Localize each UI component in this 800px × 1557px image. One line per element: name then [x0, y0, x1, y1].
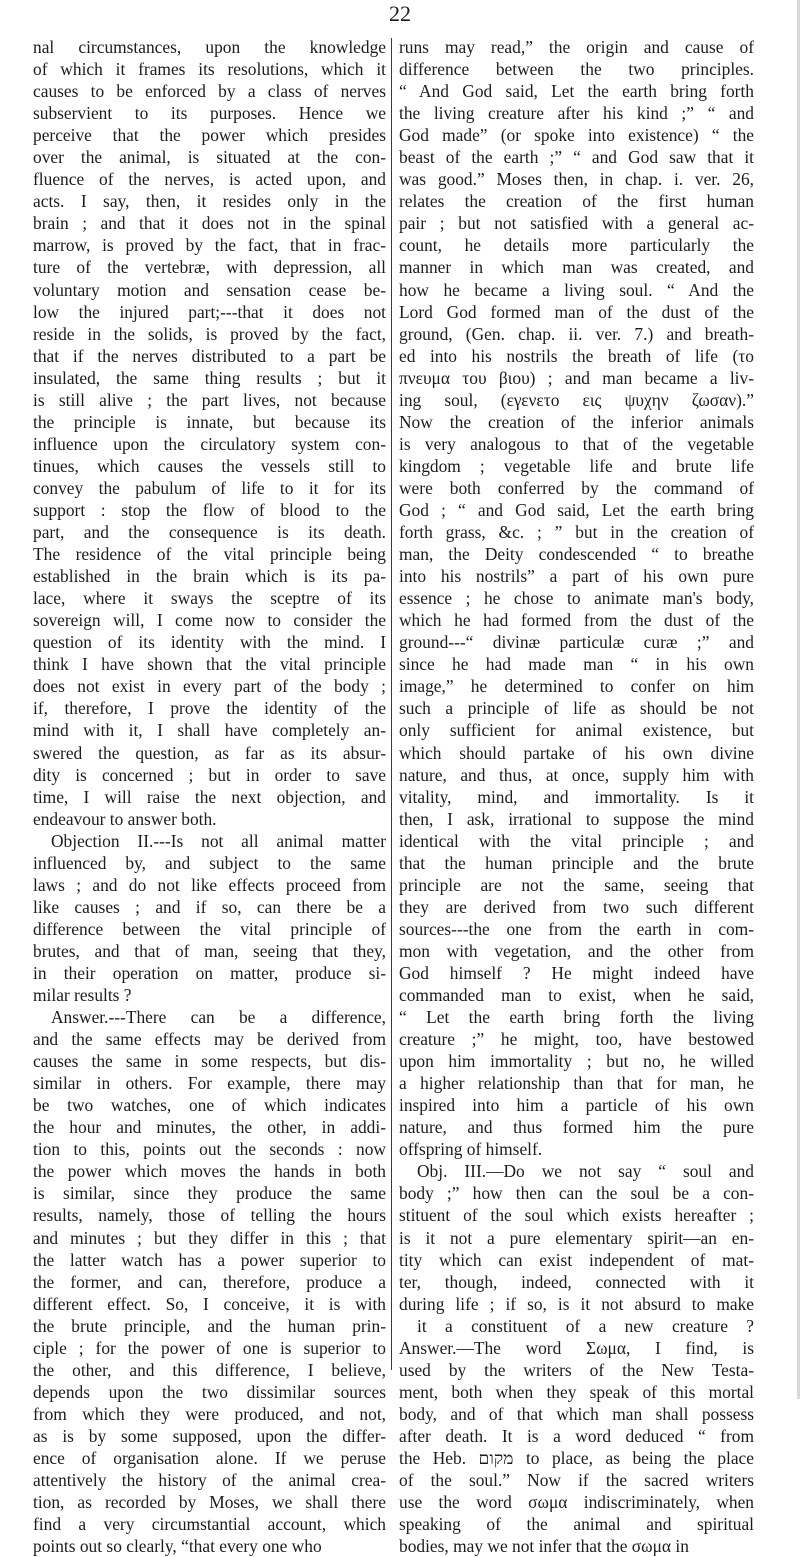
text-line: man, the Deity condescended “ to breathe: [399, 544, 754, 565]
text-line: vitality, mind, and immortality. Is it: [399, 786, 754, 807]
text-line: stituent of the soul which exists hereafter ;: [399, 1205, 754, 1226]
text-line: that if the nerves distributed to a part be: [33, 345, 386, 366]
text-line: inspired into him a particle of his own: [399, 1095, 754, 1116]
text-line: sources---the one from the earth in com-: [399, 918, 754, 939]
text-line: “ Let the earth bring forth the living: [399, 1007, 754, 1028]
text-line: the Heb. מקום to place, as being the place: [399, 1448, 754, 1468]
text-line: such a principle of life as should be not: [399, 698, 754, 719]
text-line: ture of the vertebræ, with depression, all: [33, 257, 386, 278]
text-line: dity is concerned ; but in order to save: [33, 764, 386, 785]
text-line: time, I will raise the next objection, and: [33, 786, 386, 807]
text-line: and minutes ; but they differ in this ; that: [33, 1227, 386, 1248]
text-line: body ;” how then can the soul be a con-: [399, 1183, 754, 1204]
text-line: Answer.---There can be a difference,: [51, 1007, 386, 1028]
text-line: commanded man to exist, when he said,: [399, 985, 754, 1006]
text-line: is still alive ; the part lives, not because: [33, 389, 386, 410]
text-line: if, therefore, I prove the identity of the: [33, 698, 386, 719]
text-line: Lord God formed man of the dust of the: [399, 301, 754, 322]
text-line: insulated, the same thing results ; but it: [33, 367, 386, 388]
text-line: pair ; but not satisfied with a general ac-: [399, 213, 754, 234]
text-line: then, I ask, irrational to suppose the mind: [399, 808, 754, 829]
text-line: question of its identity with the mind. I: [33, 632, 386, 653]
text-line: used by the writers of the New Testa-: [399, 1359, 754, 1380]
text-line: speaking of the animal and spiritual: [399, 1514, 754, 1535]
left-column: [33, 36, 386, 1557]
text-line: Obj. III.—Do we not say “ soul and: [417, 1161, 754, 1182]
text-line: God himself ? He might indeed have: [399, 962, 754, 983]
text-line: the other, and this difference, I believe,: [33, 1359, 386, 1380]
right-column: [399, 36, 754, 1557]
page-number: 22: [389, 1, 411, 26]
text-line: ciple ; for the power of one is superior to: [33, 1337, 386, 1358]
text-line: marrow, is proved by the fact, that in frac-: [33, 235, 386, 256]
text-line: principle are not the same, seeing that: [399, 874, 754, 895]
text-line: a higher relationship than that for man, he: [399, 1073, 754, 1094]
text-line: offspring of himself.: [399, 1139, 543, 1160]
text-line: subservient to its purposes. Hence we: [33, 103, 386, 124]
text-line: milar results ?: [33, 985, 132, 1006]
text-line: body, and of that which man shall possess: [399, 1403, 754, 1424]
text-line: they are derived from two such different: [399, 896, 754, 917]
text-line: is very analogous to that of the vegetable: [399, 433, 754, 454]
text-line: only sufficient for animal existence, but: [399, 720, 754, 741]
text-line: how he became a living soul. “ And the: [399, 279, 754, 300]
text-line: endeavour to answer both.: [33, 808, 217, 829]
text-line: bodies, may we not infer that the σωμα in: [399, 1536, 689, 1557]
text-line: during life ; if so, is it not absurd to make: [399, 1293, 754, 1314]
text-line: tion, as recorded by Moses, we shall there: [33, 1492, 386, 1513]
text-line: lace, where it sways the sceptre of its: [33, 588, 386, 609]
text-line: find a very circumstantial account, which: [33, 1514, 386, 1535]
text-line: in their operation on matter, produce si-: [33, 962, 386, 983]
text-line: count, he details more particularly the: [399, 235, 754, 256]
text-line: πνευμα του βιου) ; and man became a liv-: [399, 367, 754, 388]
text-line: voluntary motion and sensation cease be-: [33, 279, 386, 300]
text-line: difference between the vital principle of: [33, 918, 386, 939]
text-line: God made” (or spoke into existence) “ the: [399, 125, 754, 146]
text-line: kingdom ; vegetable life and brute life: [399, 455, 754, 476]
text-line: and the same effects may be derived from: [33, 1029, 386, 1050]
text-line: be two watches, one of which indicates: [33, 1095, 386, 1116]
text-line: fluence of the nerves, is acted upon, and: [33, 169, 386, 190]
text-line: runs may read,” the origin and cause of: [399, 37, 754, 57]
text-line: is it not a pure elementary spirit—an en-: [399, 1227, 754, 1248]
text-line: the living creature after his kind ;” “ and: [399, 103, 754, 124]
text-line: The residence of the vital principle being: [33, 544, 386, 565]
text-line: which he had formed from the dust of the: [399, 610, 754, 631]
text-line: nature, and thus, at once, supply him with: [399, 764, 754, 785]
text-line: ing soul, (εγενετο εις ψυχην ζωσαν).”: [399, 389, 754, 410]
text-line: part, and the consequence is its death.: [33, 522, 386, 543]
text-line: results, namely, those of telling the hours: [33, 1205, 386, 1226]
text-line: from which they were produced, and not,: [33, 1403, 386, 1424]
text-line: mind with it, I shall have completely an-: [33, 720, 386, 741]
text-line: forth grass, &c. ; ” but in the creation of: [399, 522, 754, 543]
text-line: causes to be enforced by a class of nerves: [33, 81, 386, 102]
text-line: which should partake of his own divine: [399, 742, 754, 763]
text-line: manner in which man was created, and: [399, 257, 754, 278]
text-line: acts. I say, then, it resides only in the: [33, 191, 386, 212]
text-line: the latter watch has a power superior to: [33, 1249, 386, 1270]
text-line: ground---“ divinæ particulæ curæ ;” and: [399, 632, 754, 653]
text-line: support : stop the flow of blood to the: [33, 499, 386, 520]
text-line: tion to this, points out the seconds : now: [33, 1139, 386, 1160]
text-line: mon with vegetation, and the other from: [399, 940, 754, 961]
text-line: laws ; and do not like effects proceed from: [33, 874, 386, 895]
text-line: nature, and thus formed him the pure: [399, 1117, 754, 1138]
text-line: convey the pabulum of life to it for its: [33, 477, 386, 498]
text-line: was good.” Moses then, in chap. i. ver. 26,: [399, 169, 754, 190]
text-line: the power which moves the hands in both: [33, 1161, 386, 1182]
text-line: of which it frames its resolutions, which it: [33, 59, 386, 80]
text-line: into his nostrils” a part of his own pure: [399, 566, 754, 587]
text-line: perceive that the power which presides: [33, 125, 386, 146]
text-line: tinues, which causes the vessels still to: [33, 455, 386, 476]
text-line: low the injured part;---that it does not: [33, 301, 386, 322]
text-line: Answer.—The word Σωμα, I find, is: [399, 1337, 754, 1358]
text-line: “ And God said, Let the earth bring forth: [399, 81, 754, 102]
text-line: depends upon the two dissimilar sources: [33, 1381, 386, 1402]
text-line: of the soul.” Now if the sacred writers: [399, 1470, 754, 1491]
text-line: think I have shown that the vital principle: [33, 654, 386, 675]
text-line: as is by some supposed, upon the differ-: [33, 1425, 386, 1446]
text-line: the principle is innate, but because its: [33, 411, 386, 432]
text-line: is similar, since they produce the same: [33, 1183, 386, 1204]
text-line: ment, both when they speak of this mortal: [399, 1381, 754, 1402]
text-line: God ; “ and God said, Let the earth bring: [399, 499, 754, 520]
text-line: use the word σωμα indiscriminately, when: [399, 1492, 754, 1513]
text-line: essence ; he chose to animate man's body,: [399, 588, 754, 609]
text-line: creature ;” he might, too, have bestowed: [399, 1029, 754, 1050]
text-line: the former, and can, therefore, produce a: [33, 1271, 386, 1292]
column-divider: [391, 38, 392, 1370]
text-line: the brute principle, and the human prin-: [33, 1315, 386, 1336]
text-line: nal circumstances, upon the knowledge: [33, 37, 386, 57]
text-line: image,” he determined to confer on him: [399, 676, 754, 697]
text-line: attentively the history of the animal crea-: [33, 1470, 386, 1491]
text-line: over the animal, is situated at the con-: [33, 147, 386, 168]
text-line: causes the same in some respects, but dis-: [33, 1051, 386, 1072]
text-line: ter, though, indeed, connected with it: [399, 1271, 754, 1292]
text-line: established in the brain which is its pa-: [33, 566, 386, 587]
text-line: were both conferred by the command of: [399, 477, 754, 498]
text-line: sovereign will, I come now to consider the: [33, 610, 386, 631]
text-line: different effect. So, I conceive, it is with: [33, 1293, 386, 1314]
text-line: difference between the two principles.: [399, 59, 754, 80]
text-line: does not exist in every part of the body ;: [33, 676, 386, 697]
text-line: the hour and minutes, the other, in addi-: [33, 1117, 386, 1138]
text-line: ed into his nostrils the breath of life (το: [399, 345, 754, 366]
text-line: ence of organisation alone. If we peruse: [33, 1448, 386, 1468]
text-line: ground, (Gen. chap. ii. ver. 7.) and breath-: [399, 323, 754, 344]
text-line: swered the question, as far as its absur-: [33, 742, 386, 763]
text-line: tity which can exist independent of mat-: [399, 1249, 754, 1270]
text-line: influence upon the circulatory system con-: [33, 433, 386, 454]
text-line: beast of the earth ;” “ and God saw that it: [399, 147, 754, 168]
text-line: influenced by, and subject to the same: [33, 852, 386, 873]
text-line: upon him immortality ; but no, he willed: [399, 1051, 754, 1072]
text-line: since he had made man “ in his own: [399, 654, 754, 675]
text-line: brain ; and that it does not in the spinal: [33, 213, 386, 234]
text-line: like causes ; and if so, can there be a: [33, 896, 386, 917]
text-line: after death. It is a word deduced “ from: [399, 1425, 754, 1446]
text-line: relates the creation of the first human: [399, 191, 754, 212]
text-line: identical with the vital principle ; and: [399, 830, 754, 851]
text-line: that the human principle and the brute: [399, 852, 754, 873]
text-line: points out so clearly, “that every one who: [33, 1536, 322, 1557]
text-line: Now the creation of the inferior animals: [399, 411, 754, 432]
text-line: similar in others. For example, there may: [33, 1073, 386, 1094]
text-line: Objection II.---Is not all animal matter: [51, 830, 386, 851]
text-line: brutes, and that of man, seeing that they,: [33, 940, 386, 961]
text-line: reside in the solids, is proved by the fact,: [33, 323, 386, 344]
text-line: it a constituent of a new creature ?: [417, 1315, 754, 1336]
